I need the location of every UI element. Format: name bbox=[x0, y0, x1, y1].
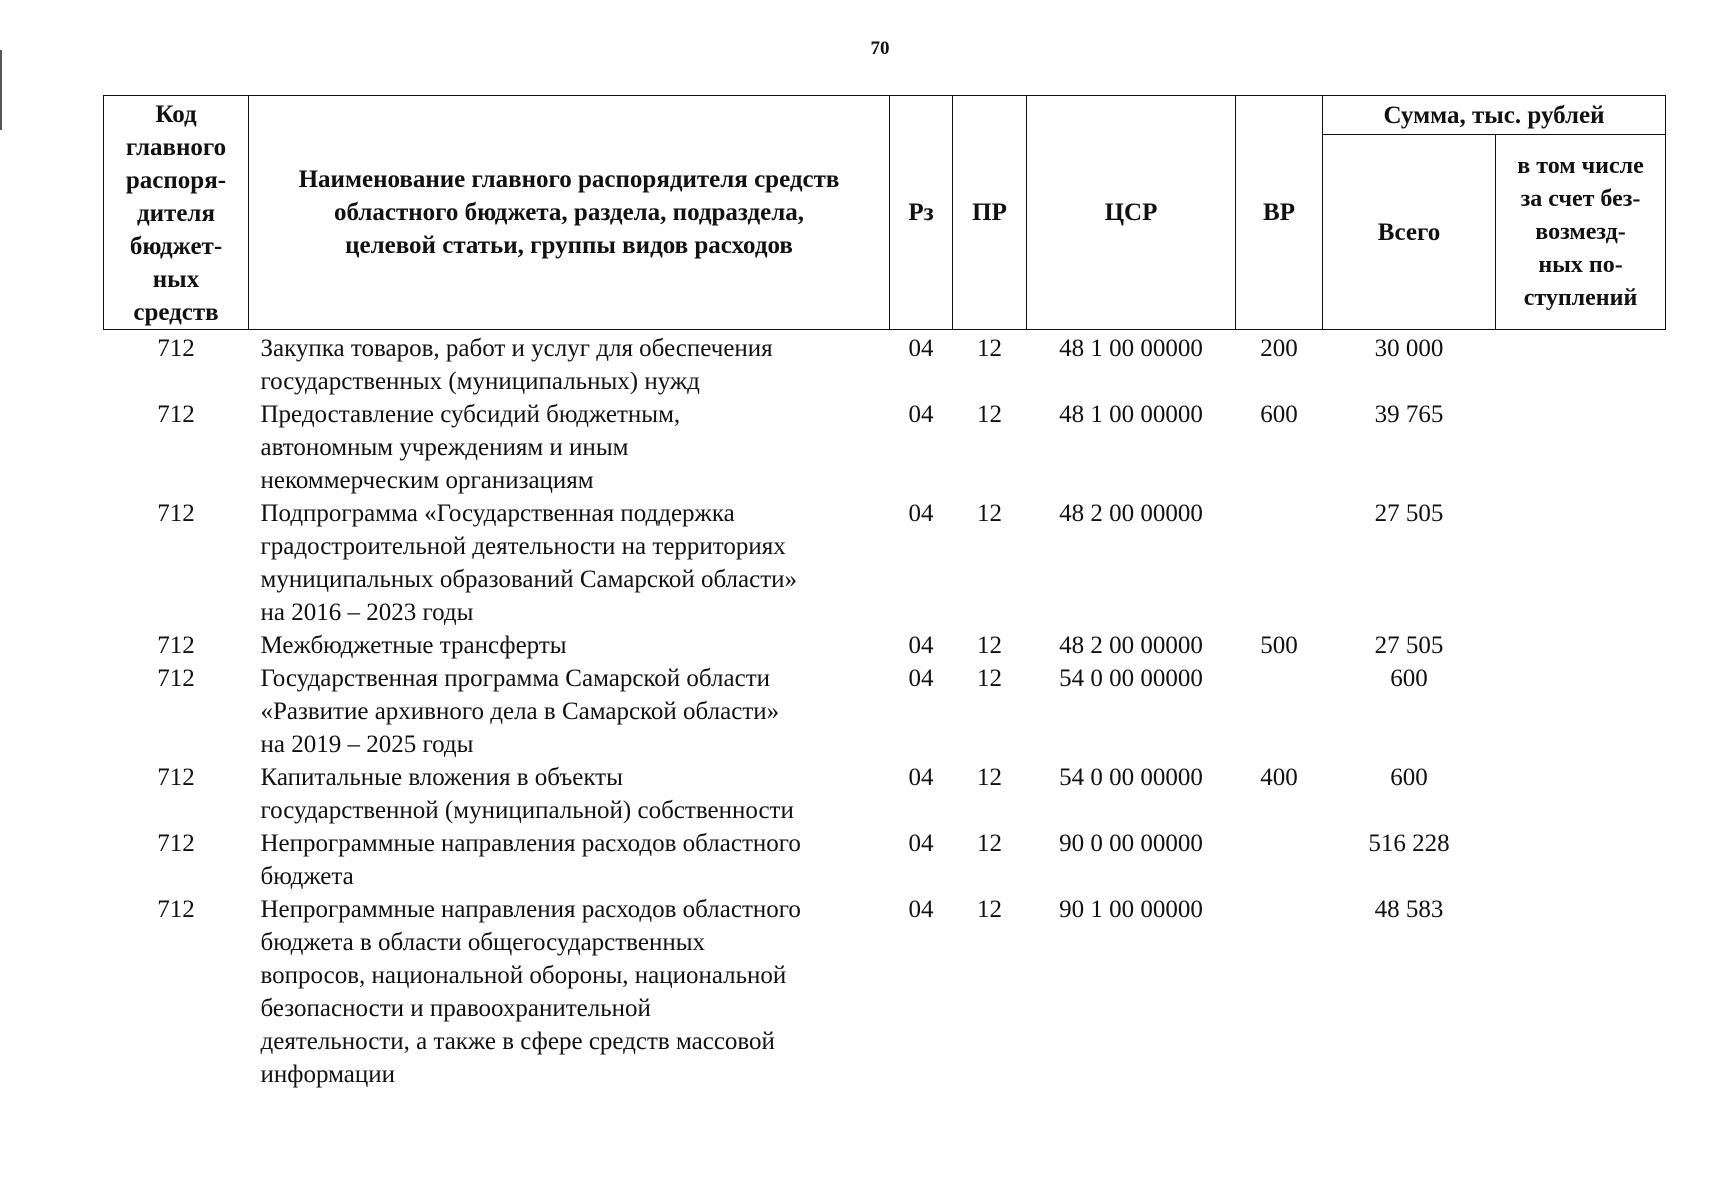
scan-edge-line bbox=[0, 50, 2, 130]
header-csr: ЦСР bbox=[1027, 96, 1236, 330]
row-rz: 04 bbox=[908, 830, 934, 857]
header-code: Код главного распоря- дителя бюджет- ных средств bbox=[104, 96, 249, 330]
table-body bbox=[104, 330, 1666, 1092]
row-code: 712 bbox=[157, 401, 195, 428]
row-rz: 04 bbox=[908, 401, 934, 428]
row-name-line: Закупка товаров, работ и услуг для обеспечения bbox=[260, 335, 773, 362]
row-vr bbox=[1236, 497, 1323, 629]
row-incl bbox=[1496, 398, 1666, 497]
row-rz: 04 bbox=[908, 632, 934, 659]
row-name-line: вопросов, национальной обороны, национальной bbox=[260, 962, 787, 989]
table-row bbox=[104, 398, 1666, 497]
table-row bbox=[104, 629, 1666, 662]
row-name-line: на 2016 – 2023 годы bbox=[260, 599, 474, 626]
row-total: 27 505 bbox=[1374, 500, 1444, 527]
row-rz: 04 bbox=[908, 896, 934, 923]
row-name-line: автономным учреждениям и иным bbox=[260, 434, 629, 461]
row-pr: 12 bbox=[977, 665, 1002, 692]
row-name bbox=[249, 827, 890, 893]
row-total: 516 228 bbox=[1368, 830, 1450, 857]
row-total: 27 505 bbox=[1374, 632, 1444, 659]
row-total: 600 bbox=[1390, 764, 1428, 791]
row-vr: 500 bbox=[1260, 632, 1298, 659]
row-csr: 54 0 00 00000 bbox=[1059, 665, 1203, 692]
row-code: 712 bbox=[157, 632, 195, 659]
row-csr: 48 2 00 00000 bbox=[1059, 632, 1203, 659]
row-total: 30 000 bbox=[1374, 335, 1444, 362]
row-rz: 04 bbox=[908, 500, 934, 527]
row-total: 600 bbox=[1390, 665, 1428, 692]
header-rz: Рз bbox=[890, 96, 953, 330]
row-incl bbox=[1496, 629, 1666, 662]
row-name-line: некоммерческим организациям bbox=[260, 467, 594, 494]
row-name-line: деятельности, а также в сфере средств массовой bbox=[260, 1028, 775, 1055]
row-csr: 90 0 00 00000 bbox=[1059, 830, 1203, 857]
row-name-line: муниципальных образований Самарской области» bbox=[260, 566, 798, 593]
row-name-line: государственных (муниципальных) нужд bbox=[260, 368, 700, 395]
row-pr: 12 bbox=[977, 500, 1002, 527]
header-sum: Сумма, тыс. рублей bbox=[1323, 96, 1666, 135]
table-row bbox=[104, 662, 1666, 761]
table-row bbox=[104, 497, 1666, 629]
row-name-line: Подпрограмма «Государственная поддержка bbox=[260, 500, 735, 527]
row-csr: 90 1 00 00000 bbox=[1059, 896, 1203, 923]
row-name bbox=[249, 330, 890, 399]
row-name-line: на 2019 – 2025 годы bbox=[260, 731, 474, 758]
row-incl bbox=[1496, 497, 1666, 629]
table-header bbox=[104, 96, 1666, 330]
row-total: 48 583 bbox=[1374, 896, 1444, 923]
row-csr: 48 1 00 00000 bbox=[1059, 401, 1203, 428]
row-name-line: безопасности и правоохранительной bbox=[260, 995, 651, 1022]
row-code: 712 bbox=[157, 665, 195, 692]
row-incl bbox=[1496, 761, 1666, 827]
row-csr: 48 2 00 00000 bbox=[1059, 500, 1203, 527]
row-incl bbox=[1496, 662, 1666, 761]
row-name bbox=[249, 629, 890, 662]
table-row bbox=[104, 827, 1666, 893]
row-name-line: Непрограммные направления расходов областного bbox=[260, 896, 801, 923]
row-vr: 200 bbox=[1260, 335, 1298, 362]
row-code: 712 bbox=[157, 335, 195, 362]
table-row bbox=[104, 330, 1666, 399]
row-pr: 12 bbox=[977, 632, 1002, 659]
row-name-line: Государственная программа Самарской области bbox=[260, 665, 770, 692]
budget-table bbox=[103, 95, 1666, 1091]
header-pr: ПР bbox=[953, 96, 1027, 330]
row-name-line: информации bbox=[260, 1061, 395, 1088]
row-vr: 600 bbox=[1260, 401, 1298, 428]
row-name-line: «Развитие архивного дела в Самарской области» bbox=[260, 698, 780, 725]
row-rz: 04 bbox=[908, 665, 934, 692]
row-vr bbox=[1236, 893, 1323, 1091]
row-pr: 12 bbox=[977, 830, 1002, 857]
row-vr bbox=[1236, 662, 1323, 761]
row-code: 712 bbox=[157, 896, 195, 923]
row-name bbox=[249, 662, 890, 761]
page-number: 70 bbox=[870, 38, 890, 59]
row-code: 712 bbox=[157, 830, 195, 857]
row-rz: 04 bbox=[908, 335, 934, 362]
header-vr: ВР bbox=[1236, 96, 1323, 330]
row-csr: 48 1 00 00000 bbox=[1059, 335, 1203, 362]
row-incl bbox=[1496, 827, 1666, 893]
row-name-line: Капитальные вложения в объекты bbox=[260, 764, 623, 791]
row-incl bbox=[1496, 330, 1666, 399]
row-pr: 12 bbox=[977, 335, 1002, 362]
header-incl: в том числе за счет без- возмезд- ных по- ступлений bbox=[1496, 135, 1666, 330]
row-csr: 54 0 00 00000 bbox=[1059, 764, 1203, 791]
row-name-line: Межбюджетные трансферты bbox=[260, 632, 567, 659]
row-name bbox=[249, 761, 890, 827]
table-row bbox=[104, 761, 1666, 827]
row-name-line: бюджета в области общегосударственных bbox=[260, 929, 705, 956]
row-name-line: Предоставление субсидий бюджетным, bbox=[260, 401, 681, 428]
row-code: 712 bbox=[157, 500, 195, 527]
row-code: 712 bbox=[157, 764, 195, 791]
row-name bbox=[249, 398, 890, 497]
row-rz: 04 bbox=[908, 764, 934, 791]
row-pr: 12 bbox=[977, 764, 1002, 791]
row-vr: 400 bbox=[1260, 764, 1298, 791]
row-pr: 12 bbox=[977, 896, 1002, 923]
row-name-line: Непрограммные направления расходов областного bbox=[260, 830, 801, 857]
row-name-line: градостроительной деятельности на территориях bbox=[260, 533, 786, 560]
header-total: Всего bbox=[1323, 135, 1496, 330]
header-name: Наименование главного распорядителя средств областного бюджета, раздела, подраздела, целевой статьи, группы видов расходов bbox=[249, 96, 890, 330]
row-total: 39 765 bbox=[1374, 401, 1444, 428]
row-name-line: государственной (муниципальной) собственности bbox=[260, 797, 794, 824]
row-name bbox=[249, 893, 890, 1091]
row-vr bbox=[1236, 827, 1323, 893]
table-row bbox=[104, 893, 1666, 1091]
row-pr: 12 bbox=[977, 401, 1002, 428]
row-incl bbox=[1496, 893, 1666, 1091]
row-name-line: бюджета bbox=[260, 863, 354, 890]
row-name bbox=[249, 497, 890, 629]
